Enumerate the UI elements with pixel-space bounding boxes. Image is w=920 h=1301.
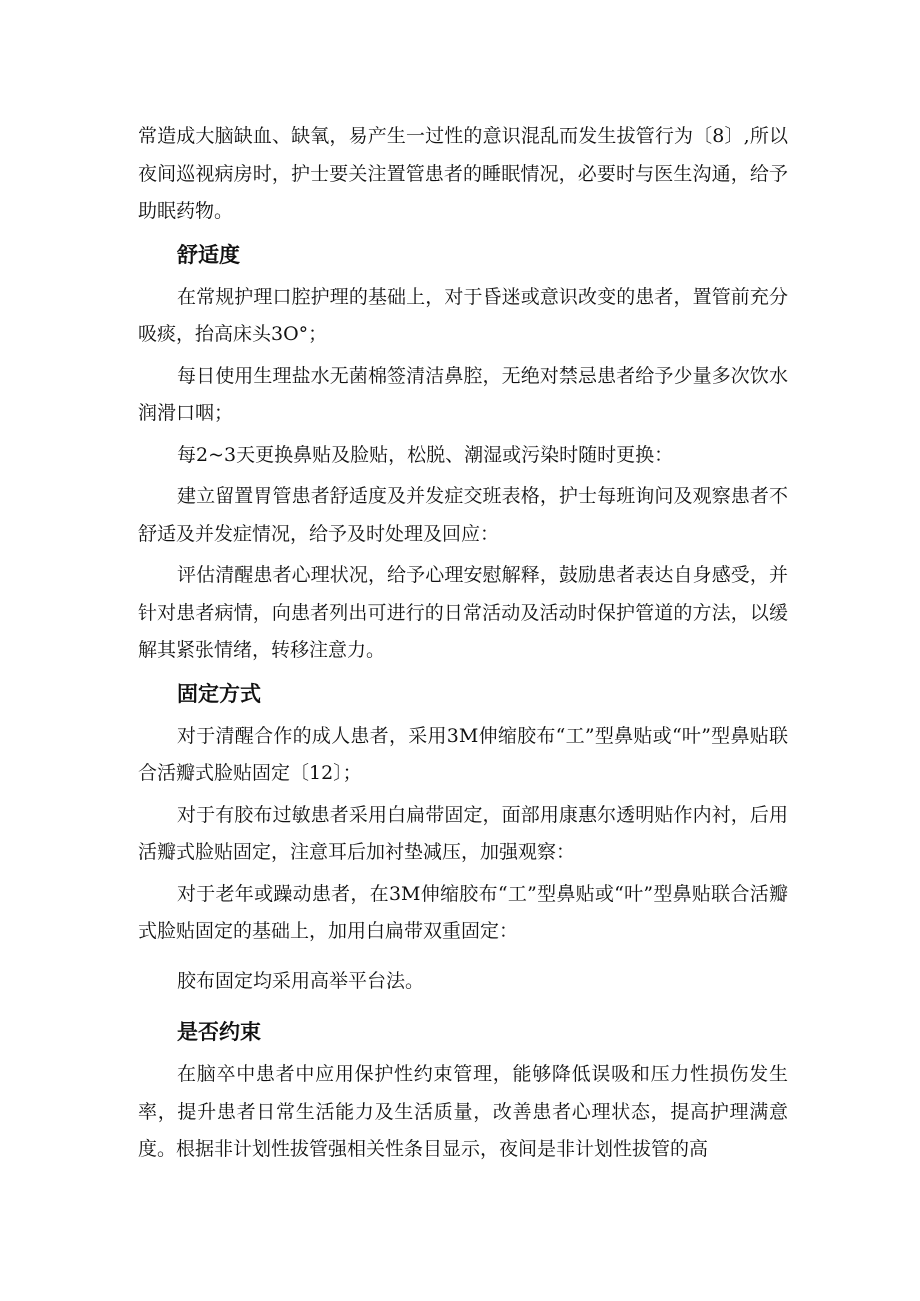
paragraph-allergy-fixation: 对于有胶布过敏患者采用白扁带固定，面部用康惠尔透明贴作内衬，后用活瓣式脸贴固定，注意耳后加衬垫减压，加强观察：: [138, 803, 788, 863]
heading-fixation-method: 固定方式: [177, 681, 261, 706]
heading-comfort: 舒适度: [177, 242, 240, 267]
paragraph-tape-replacement: 每2~3天更换鼻贴及脸贴，松脱、潮湿或污染时随时更换：: [177, 443, 674, 466]
paragraph-nasal-cleaning: 每日使用生理盐水无菌棉签清洁鼻腔，无绝对禁忌患者给予少量多次饮水润滑口咽；: [138, 364, 788, 424]
paragraph-adult-fixation: 对于清醒合作的成人患者，采用3M伸缩胶布“工”型鼻贴或“叶”型鼻贴联合活瓣式脸贴固定〔12〕；: [138, 724, 788, 784]
paragraph-platform-method: 胶布固定均采用高举平台法。: [177, 969, 425, 992]
paragraph-handover-form: 建立留置胃管患者舒适度及并发症交班表格，护士每班询问及观察患者不舒适及并发症情况，给予及时处理及回应：: [138, 485, 788, 545]
heading-restraint: 是否约束: [177, 1020, 261, 1044]
paragraph-oral-care: 在常规护理口腔护理的基础上，对于昏迷或意识改变的患者，置管前充分吸痰，抬高床头3O°；: [138, 285, 788, 345]
paragraph-sleep-continued: 常造成大脑缺血、缺氧，易产生一过性的意识混乱而发生拔管行为〔8〕,所以夜间巡视病房时，护士要关注置管患者的睡眠情况，必要时与医生沟通，给予助眠药物。: [138, 125, 788, 222]
paragraph-restraint-management: 在脑卒中患者中应用保护性约束管理，能够降低误吸和压力性损伤发生率，提升患者日常生活能力及生活质量，改善患者心理状态，提高护理满意度。根据非计划性拔管强相关性条目显示，夜间是非计划性拔管的高: [138, 1063, 788, 1160]
paragraph-elderly-fixation: 对于老年或躁动患者，在3M伸缩胶布“工”型鼻贴或“叶”型鼻贴联合活瓣式脸贴固定的基础上，加用白扁带双重固定：: [138, 882, 788, 942]
document-page: [138, 118, 788, 1169]
paragraph-psychological-care: 评估清醒患者心理状况，给予心理安慰解释，鼓励患者表达自身感受，并针对患者病情，向患者列出可进行的日常活动及活动时保护管道的方法，以缓解其紧张情绪，转移注意力。: [138, 564, 788, 661]
